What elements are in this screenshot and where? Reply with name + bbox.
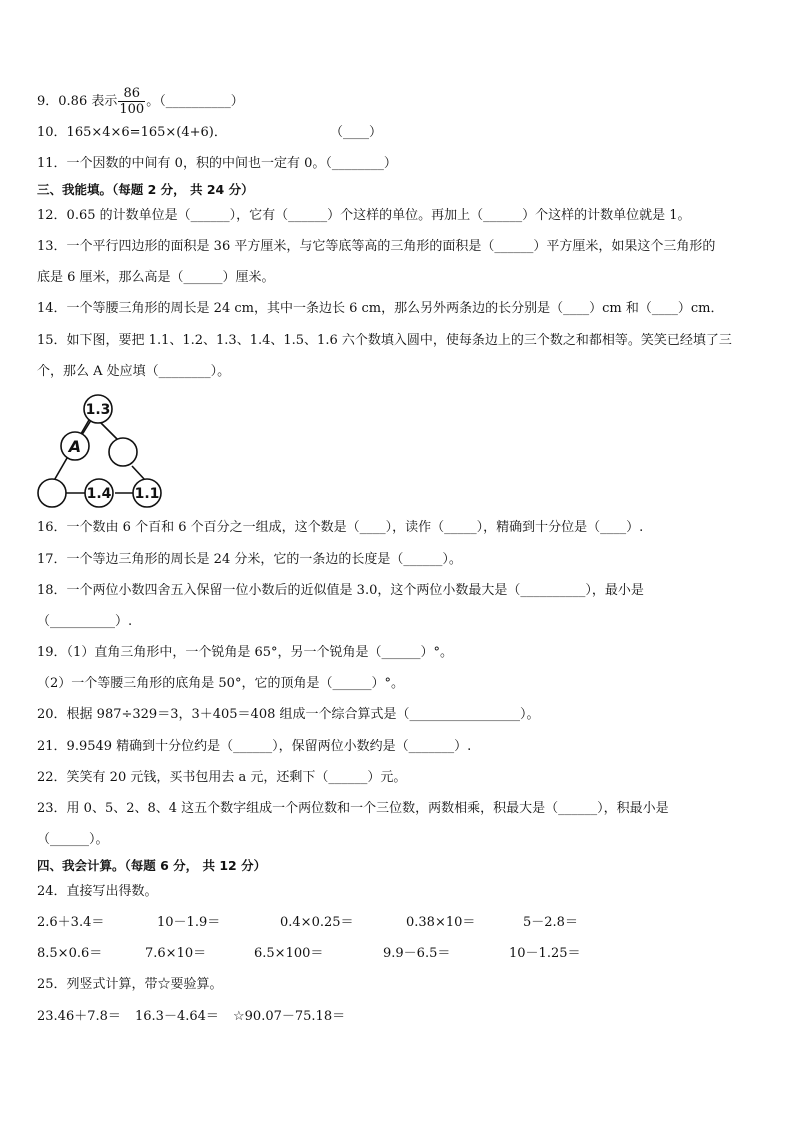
question-22: 22．笑笑有 20 元钱，买书包用去 a 元，还剩下（______）元。	[37, 770, 407, 785]
question-13-line2: 底是 6 厘米，那么高是（______）厘米。	[37, 270, 275, 285]
q10-answer: （____）	[330, 125, 383, 140]
circle-right-mid	[109, 438, 137, 466]
calc-item: 10－1.25＝	[509, 946, 581, 961]
question-18-line1: 18．一个两位小数四舍五入保留一位小数后的近似值是 3.0，这个两位小数最大是（__________），最小是	[37, 583, 644, 598]
question-11: 11．一个因数的中间有 0，积的中间也一定有 0。（________）	[37, 156, 397, 171]
q9-numerator: 86	[118, 86, 145, 102]
label-bottom-right: 1.1	[134, 486, 160, 502]
calc-item: 23.46＋7.8＝	[37, 1009, 121, 1024]
circle-bottom-left	[38, 479, 66, 507]
question-25: 25．列竖式计算，带☆要验算。	[37, 977, 223, 992]
question-17: 17．一个等边三角形的周长是 24 分米，它的一条边的长度是（______）。	[37, 552, 462, 567]
question-19-line1: 19．（1）直角三角形中，一个锐角是 65°，另一个锐角是（______）°。	[37, 645, 453, 660]
question-15-line1: 15．如下图，要把 1.1、1.2、1.3、1.4、1.5、1.6 六个数填入圆中，使每条边上的三个数之和都相等。笑笑已经填了三	[37, 333, 732, 348]
question-14: 14．一个等腰三角形的周长是 24 cm，其中一条边长 6 cm，那么另外两条边的长分别是（____）cm 和（____）cm．	[37, 301, 724, 316]
calc-item: 10－1.9＝	[157, 915, 221, 930]
label-top: 1.3	[85, 402, 111, 418]
q9-before: 9．0.86 表示	[37, 94, 118, 109]
calc-item: 9.9－6.5＝	[383, 946, 451, 961]
question-24: 24．直接写出得数。	[37, 884, 158, 899]
question-15-line2: 个，那么 A 处应填（________）。	[37, 364, 231, 379]
question-16: 16．一个数由 6 个百和 6 个百分之一组成，这个数是（____），读作（_____），精确到十分位是（____）.	[37, 520, 644, 535]
section-3-heading: 三、我能填。（每题 2 分， 共 24 分）	[37, 182, 254, 197]
question-10	[37, 124, 227, 142]
calc-item: 2.6＋3.4＝	[37, 915, 105, 930]
number-triangle-figure	[35, 393, 165, 511]
calc-item: 16.3－4.64＝	[135, 1009, 219, 1024]
section-4-heading: 四、我会计算。（每题 6 分， 共 12 分）	[37, 858, 267, 873]
q10-text: 10．165×4×6=165×(4+6)．	[37, 125, 227, 140]
question-18-line2: （__________）.	[37, 614, 133, 629]
question-19-line2: （2）一个等腰三角形的底角是 50°，它的顶角是（______）°。	[37, 676, 404, 691]
q9-denominator: 100	[119, 102, 145, 117]
q9-fraction	[118, 86, 145, 117]
calc-item: 6.5×100＝	[254, 946, 324, 961]
question-23-line2: （______）。	[37, 832, 109, 847]
question-9	[37, 86, 244, 117]
question-21: 21．9.9549 精确到十分位约是（______），保留两位小数约是（_______）.	[37, 739, 472, 754]
label-bottom-mid: 1.4	[86, 486, 112, 502]
question-23-line1: 23．用 0、5、2、8、4 这五个数字组成一个两位数和一个三位数，两数相乘，积最大是（______），积最小是	[37, 801, 669, 816]
calc-item: 0.4×0.25＝	[280, 915, 354, 930]
label-a: A	[68, 437, 82, 456]
calc-item: 0.38×10＝	[406, 915, 476, 930]
question-12: 12．0.65 的计数单位是（______），它有（______）个这样的单位。再加上（______）个这样的计数单位就是 1。	[37, 208, 691, 223]
question-20: 20．根据 987÷329＝3，3＋405＝408 组成一个综合算式是（_________________）。	[37, 707, 540, 722]
calc-item: ☆90.07－75.18＝	[233, 1009, 346, 1024]
question-13-line1: 13．一个平行四边形的面积是 36 平方厘米，与它等底等高的三角形的面积是（______）平方厘米，如果这个三角形的	[37, 239, 716, 254]
calc-item: 8.5×0.6＝	[37, 946, 103, 961]
q9-after: 。（__________）	[146, 94, 244, 109]
calc-item: 7.6×10＝	[145, 946, 207, 961]
calc-item: 5－2.8＝	[523, 915, 578, 930]
